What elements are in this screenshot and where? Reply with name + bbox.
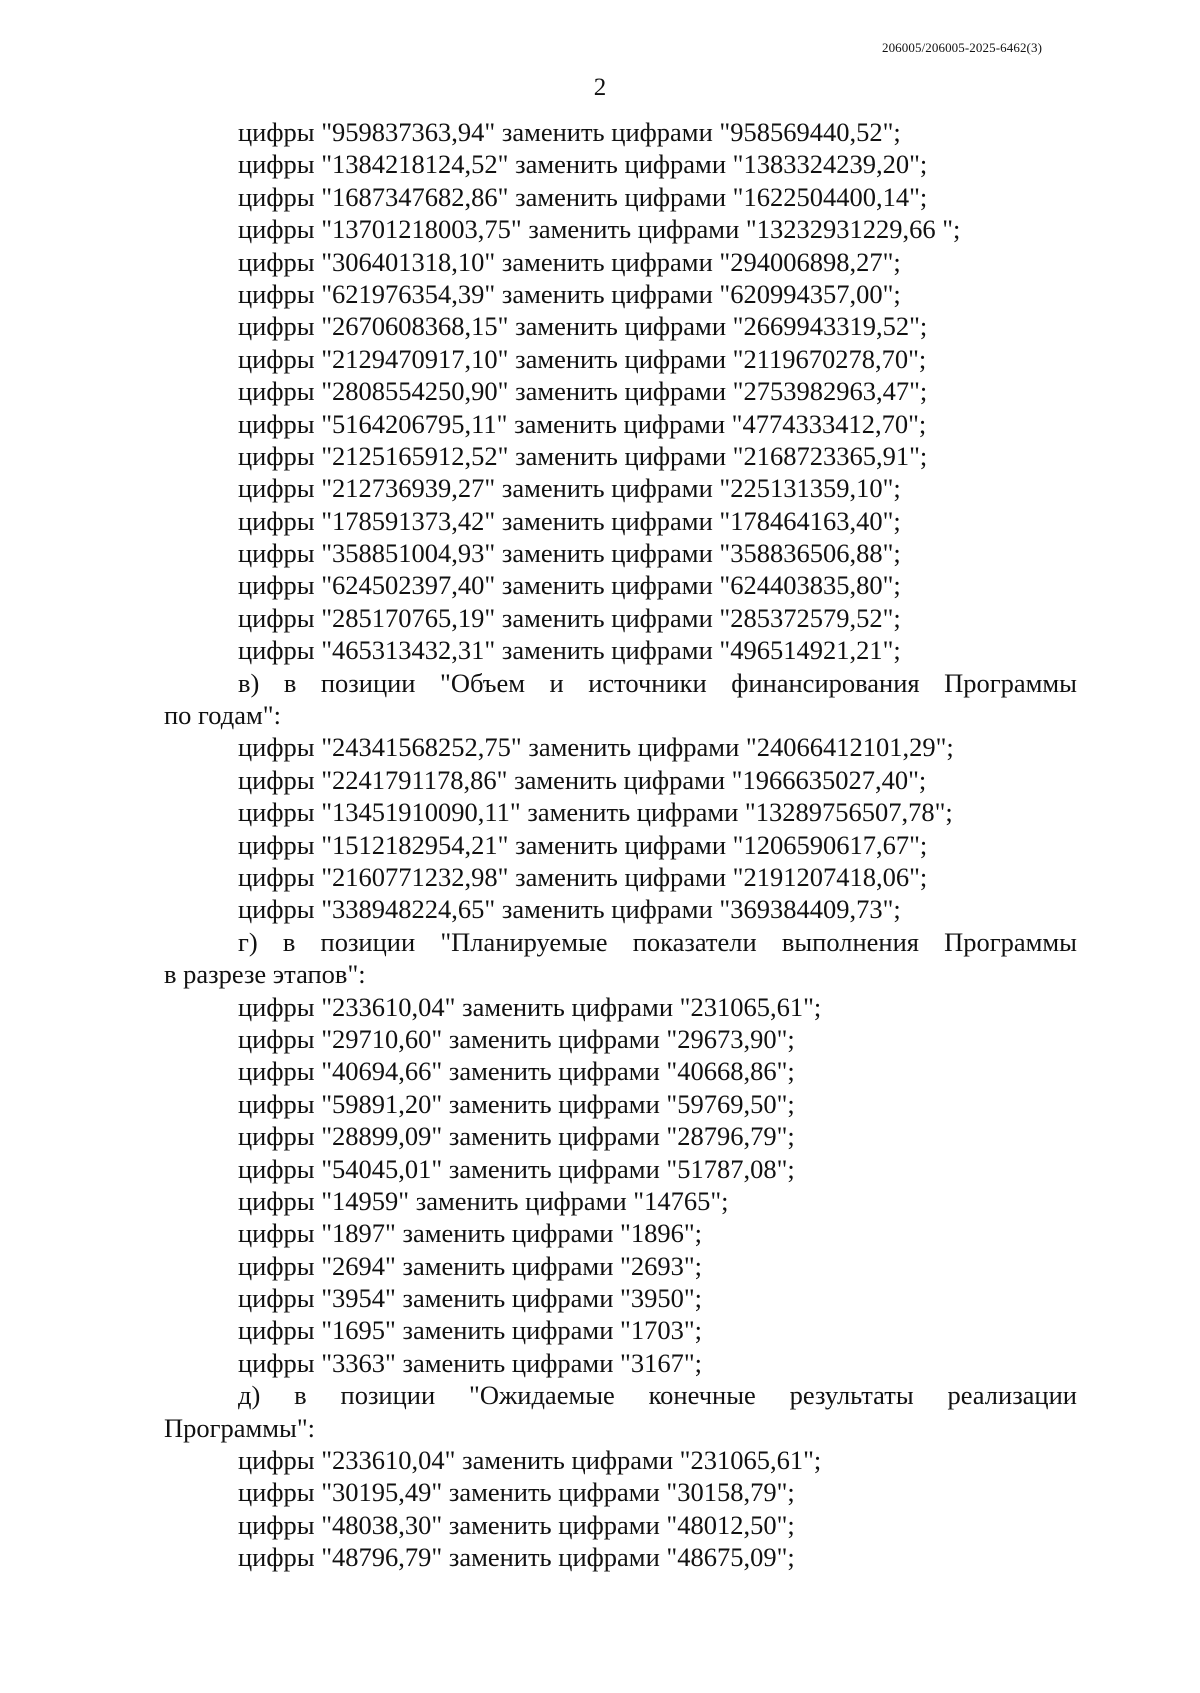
replacement-line: цифры "13701218003,75" заменить цифрами "13232931229,66 "; (238, 214, 961, 245)
paragraph-g-first-line (164, 926, 1077, 958)
paragraph-word: г) (238, 926, 258, 957)
block-v-list (164, 731, 1077, 925)
replacement-line: цифры "2129470917,10" заменить цифрами "2119670278,70"; (238, 343, 927, 374)
paragraph-g-continuation: в разрезе этапов": (164, 959, 366, 990)
replacement-line: цифры "2808554250,90" заменить цифрами "2753982963,47"; (238, 376, 928, 407)
replacement-line: цифры "1687347682,86" заменить цифрами "1622504400,14"; (238, 181, 928, 212)
replacement-line: цифры "59891,20" заменить цифрами "59769,50"; (238, 1088, 795, 1119)
replacement-line: цифры "233610,04" заменить цифрами "231065,61"; (238, 991, 822, 1022)
paragraph-word: позиции (340, 1380, 436, 1411)
replacement-line: цифры "1512182954,21" заменить цифрами "1206590617,67"; (238, 829, 928, 860)
replacement-line: цифры "465313432,31" заменить цифрами "496514921,21"; (238, 635, 901, 666)
page-number: 2 (593, 74, 607, 101)
replacement-line: цифры "48038,30" заменить цифрами "48012,50"; (238, 1509, 795, 1540)
paragraph-word: Программы (944, 926, 1077, 957)
replacement-line: цифры "13451910090,11" заменить цифрами "13289756507,78"; (238, 797, 953, 828)
paragraph-word: Программы (944, 667, 1077, 698)
replacement-line: цифры "5164206795,11" заменить цифрами "4774333412,70"; (238, 408, 927, 439)
replacement-line: цифры "2241791178,86" заменить цифрами "1966635027,40"; (238, 764, 927, 795)
block-d-list (164, 1444, 1077, 1574)
paragraph-word: в (282, 926, 296, 957)
paragraph-d-continuation: Программы": (164, 1412, 316, 1443)
paragraph-word: источники (588, 667, 707, 698)
paragraph-word: "Ожидаемые (469, 1380, 615, 1411)
replacement-line: цифры "29710,60" заменить цифрами "29673,90"; (238, 1023, 795, 1054)
paragraph-word: показатели (632, 926, 757, 957)
paragraph-v (164, 667, 1077, 732)
replacement-line: цифры "24341568252,75" заменить цифрами "24066412101,29"; (238, 732, 954, 763)
replacement-line: цифры "1897" заменить цифрами "1896"; (238, 1218, 703, 1249)
paragraph-word: "Объем (440, 667, 526, 698)
replacement-line: цифры "624502397,40" заменить цифрами "624403835,80"; (238, 570, 901, 601)
paragraph-word: в) (238, 667, 260, 698)
replacement-line: цифры "621976354,39" заменить цифрами "620994357,00"; (238, 278, 901, 309)
replacement-line: цифры "40694,66" заменить цифрами "40668,86"; (238, 1056, 795, 1087)
replacement-line: цифры "3954" заменить цифрами "3950"; (238, 1283, 703, 1314)
replacement-line: цифры "3363" заменить цифрами "3167"; (238, 1347, 703, 1378)
replacement-line: цифры "285170765,19" заменить цифрами "285372579,52"; (238, 602, 901, 633)
paragraph-word: позиции (320, 667, 416, 698)
replacement-line: цифры "48796,79" заменить цифрами "48675,09"; (238, 1542, 795, 1573)
paragraph-word: позиции (320, 926, 416, 957)
paragraph-word: реализации (947, 1380, 1077, 1411)
replacement-line: цифры "233610,04" заменить цифрами "231065,61"; (238, 1445, 822, 1476)
paragraph-word: выполнения (781, 926, 919, 957)
replacement-line: цифры "28899,09" заменить цифрами "28796,79"; (238, 1121, 795, 1152)
paragraph-word: конечные (648, 1380, 756, 1411)
block-g-list (164, 991, 1077, 1380)
paragraph-word: в (294, 1380, 307, 1411)
replacement-line: цифры "212736939,27" заменить цифрами "225131359,10"; (238, 473, 901, 504)
replacement-line: цифры "338948224,65" заменить цифрами "369384409,73"; (238, 894, 901, 925)
replacement-line: цифры "2694" заменить цифрами "2693"; (238, 1250, 703, 1281)
replacement-line: цифры "306401318,10" заменить цифрами "294006898,27"; (238, 246, 901, 277)
paragraph-word: финансирования (731, 667, 920, 698)
paragraph-word: д) (238, 1380, 261, 1411)
replacement-line: цифры "30195,49" заменить цифрами "30158,79"; (238, 1477, 795, 1508)
replacement-line: цифры "2670608368,15" заменить цифрами "2669943319,52"; (238, 311, 928, 342)
block-b-list (164, 116, 1077, 667)
replacement-line: цифры "1384218124,52" заменить цифрами "1383324239,20"; (238, 149, 928, 180)
paragraph-d-first-line (164, 1379, 1077, 1411)
paragraph-v-continuation: по годам": (164, 700, 281, 731)
paragraph-word: результаты (789, 1380, 914, 1411)
paragraph-word: "Планируемые (440, 926, 608, 957)
paragraph-v-first-line (164, 667, 1077, 699)
replacement-line: цифры "2125165912,52" заменить цифрами "2168723365,91"; (238, 440, 928, 471)
replacement-line: цифры "959837363,94" заменить цифрами "958569440,52"; (238, 117, 901, 147)
replacement-line: цифры "14959" заменить цифрами "14765"; (238, 1185, 729, 1216)
replacement-line: цифры "1695" заменить цифрами "1703"; (238, 1315, 703, 1346)
replacement-line: цифры "2160771232,98" заменить цифрами "2191207418,06"; (238, 861, 928, 892)
document-body (164, 116, 1077, 1574)
replacement-line: цифры "54045,01" заменить цифрами "51787,08"; (238, 1153, 795, 1184)
replacement-line: цифры "358851004,93" заменить цифрами "358836506,88"; (238, 538, 901, 569)
replacement-line: цифры "178591373,42" заменить цифрами "178464163,40"; (238, 505, 901, 536)
document-id: 206005/206005-2025-6462(3) (881, 40, 1042, 55)
paragraph-word: и (549, 667, 564, 698)
paragraph-d (164, 1379, 1077, 1444)
paragraph-word: в (283, 667, 297, 698)
paragraph-g (164, 926, 1077, 991)
